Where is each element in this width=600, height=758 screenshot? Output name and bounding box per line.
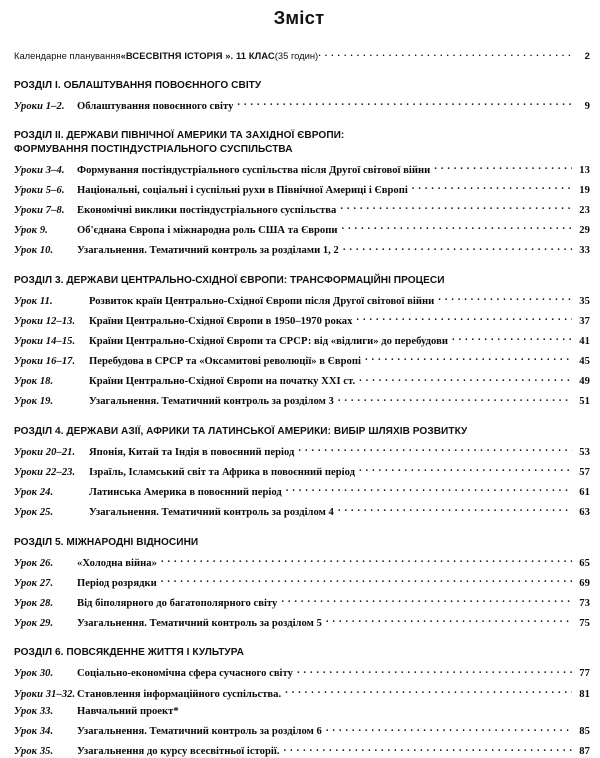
entry-title: Узагальнення. Тематичний контроль за розділами 1, 2 [77,245,339,257]
lesson-label: Урок 11. [14,295,53,307]
page-title: Зміст [273,7,325,28]
dot-leader [343,243,572,254]
section-heading-line: РОЗДІЛ І. ОБЛАШТУВАННЯ ПОВОЄННОГО СВІТУ [14,80,262,91]
toc-entry[interactable] [14,313,590,327]
entry-title: Навчальний проект* [77,706,179,718]
entry-title: Формування постіндустріального суспільства після Другої світової війни [77,164,431,176]
toc-entry[interactable] [14,555,590,569]
dot-leader [286,484,572,495]
lesson-label: Уроки 1–2. [14,101,65,112]
dot-leader [161,555,572,566]
lesson-label: Урок 29. [14,617,54,629]
calendar-planning-row [14,49,590,61]
dot-leader [161,575,572,586]
entry-title: Країни Центрально-Східної Європи та СРСР: від «відлиги» до перебудови [89,335,448,347]
calendar-planning-hours: (35 годин) [274,49,319,61]
dot-leader [297,666,572,677]
page-number: 75 [579,617,590,629]
page-number: 23 [579,205,590,216]
page-number: 49 [579,376,590,388]
section-block [14,274,590,408]
page-number: 57 [579,466,590,478]
lesson-label: Урок 35. [14,746,54,758]
page-number: 37 [579,315,590,327]
page-number: 53 [579,446,590,458]
page-number: 73 [579,597,590,609]
section-block [14,79,590,112]
entry-title: Країни Центрально-Східної Європи в 1950–1970 роках [89,315,353,327]
toc-entry[interactable] [14,98,590,112]
section-heading [14,425,590,438]
toc-entry[interactable] [14,484,590,498]
section-heading-line: РОЗДІЛ 4. ДЕРЖАВИ АЗІЇ, АФРИКИ ТА ЛАТИНСЬКОЇ АМЕРИКИ: ВИБІР ШЛЯХІВ РОЗВИТКУ [14,425,468,437]
toc-entry[interactable] [14,333,590,347]
section-heading [14,79,590,92]
page-number: 35 [579,295,590,307]
toc-entry[interactable] [14,595,590,609]
page-number: 81 [579,688,590,700]
dot-leader [318,49,572,58]
lesson-label: Урок 9. [14,225,48,237]
page-number: 41 [579,335,590,347]
toc-entry[interactable] [14,394,590,408]
lesson-label: Уроки 22–23. [14,466,76,478]
toc-entry[interactable] [14,223,590,237]
dot-leader [359,374,572,385]
entry-title: Узагальнення. Тематичний контроль за розділом 4 [89,507,334,519]
toc-entry[interactable] [14,444,590,458]
calendar-planning-lead: Календарне планування [14,49,121,61]
lesson-label: Уроки 16–17. [14,356,76,368]
entry-title: Національні, соціальні і суспільні рухи в Північної Америці і Європі [77,184,408,196]
toc-entry[interactable] [14,162,590,176]
section-heading [14,129,590,156]
entry-title: «Холодна війна» [77,557,157,569]
page-number: 13 [579,164,590,176]
toc-entry[interactable] [14,666,590,680]
toc-entry[interactable] [14,724,590,738]
page-number: 65 [579,557,590,569]
entry-title: Ізраїль, Ісламський світ та Африка в повоєнний період [89,466,356,478]
dot-leader [340,202,572,213]
dot-leader [356,313,572,324]
entry-title: Перебудова в СРСР та «Оксамитові революції» в Європі [89,356,361,368]
calendar-planning-subject: «ВСЕСВІТНЯ ІСТОРІЯ ». 11 КЛАС [120,49,275,61]
lesson-label: Урок 24. [14,487,54,498]
entry-title: Узагальнення. Тематичний контроль за розділом 3 [89,396,334,408]
entry-title: Країни Центрально-Східної Європи на початку ХХІ ст. [89,376,356,388]
section-heading-line: РОЗДІЛ ІІ. ДЕРЖАВИ ПІВНІЧНОЇ АМЕРИКИ ТА ЗАХІДНОЇ ЄВРОПИ: [14,130,345,142]
page-number: 63 [579,507,590,519]
page-number: 33 [579,245,590,257]
entry-title: Об'єднана Європа і міжнародна роль США та Європи [77,225,338,237]
entry-title: Японія, Китай та Індія в повоєнний період [89,446,295,458]
entry-title: Економічні виклики постіндустріального суспільства [77,205,337,216]
lesson-label: Урок 25. [14,507,54,519]
dot-leader [365,353,572,364]
page-number: 19 [579,184,590,196]
lesson-label: Урок 10. [14,245,54,257]
dot-leader [326,724,572,735]
contents-page [0,7,600,758]
page-number: 29 [579,225,590,237]
dot-leader [412,182,572,193]
page-number: 85 [579,726,590,738]
dot-leader [359,464,572,475]
toc-entry[interactable] [14,374,590,388]
section-heading [14,646,590,659]
section-heading-line: РОЗДІЛ 3. ДЕРЖАВИ ЦЕНТРАЛЬНО-СХІДНОЇ ЄВРОПИ: ТРАНСФОРМАЦІЙНІ ПРОЦЕСИ [14,274,445,286]
entry-title: Соціально-економічна сфера сучасного світу [77,668,293,680]
page-number: 45 [579,356,590,368]
page-number: 61 [579,487,590,498]
toc-entry[interactable] [14,202,590,216]
lesson-label: Уроки 12–13. [14,315,76,327]
section-heading [14,274,590,287]
dot-leader [281,595,572,606]
dot-leader [342,223,572,234]
toc-entry[interactable] [14,505,590,519]
dot-leader [326,615,572,626]
section-heading-line: ФОРМУВАННЯ ПОСТІНДУСТРІАЛЬНОГО СУСПІЛЬСТВА [14,143,293,155]
entry-title: Розвиток країн Центрально-Східної Європи після Другої світової війни [89,295,435,307]
page-number: 9 [584,101,590,112]
lesson-label: Уроки 3–4. [14,164,65,176]
toc-entry[interactable] [14,686,590,700]
toc-entry[interactable] [14,353,590,367]
section-block [14,425,590,519]
lesson-label: Урок 26. [14,557,54,569]
toc-entry[interactable] [14,706,590,717]
entry-title: Узагальнення до курсу всесвітньої історії. [77,746,280,758]
lesson-label: Урок 33. [14,706,54,718]
entry-title: Від біполярного до багатополярного світу [77,597,278,609]
lesson-label: Уроки 31–32. [14,688,76,700]
sections-container [14,79,590,758]
dot-leader [285,686,572,697]
lesson-label: Урок 28. [14,597,54,609]
page-number: 77 [579,668,590,680]
dot-leader [338,505,572,516]
section-block [14,646,590,757]
page-number: 87 [579,746,590,758]
dot-leader [338,394,572,405]
lesson-label: Уроки 7–8. [14,205,65,216]
entry-title: Облаштування повоєнного світу [77,101,234,112]
toc-entry[interactable] [14,243,590,257]
lesson-label: Уроки 5–6. [14,184,65,196]
toc-entry[interactable] [14,575,590,589]
toc-entry[interactable] [14,182,590,196]
lesson-label: Урок 19. [14,396,54,408]
dot-leader [298,444,572,455]
lesson-label: Уроки 20–21. [14,446,76,458]
page-number: 51 [579,396,590,408]
page-number: 69 [579,577,590,589]
dot-leader [237,98,572,109]
dot-leader [452,333,572,344]
toc-entry[interactable] [14,744,590,758]
page-number: 2 [584,49,590,61]
toc-entry[interactable] [14,293,590,307]
section-heading-line: РОЗДІЛ 6. ПОВСЯКДЕННЕ ЖИТТЯ І КУЛЬТУРА [14,647,244,659]
section-heading [14,536,590,549]
lesson-label: Урок 34. [14,726,54,738]
lesson-label: Урок 18. [14,376,54,388]
lesson-label: Уроки 14–15. [14,335,76,347]
toc-entry[interactable] [14,615,590,629]
dot-leader [438,293,572,304]
lesson-label: Урок 27. [14,577,54,589]
entry-title: Період розрядки [77,577,157,589]
toc-entry[interactable] [14,464,590,478]
section-block [14,129,590,256]
entry-title: Узагальнення. Тематичний контроль за розділом 6 [77,726,322,738]
entry-title: Узагальнення. Тематичний контроль за розділом 5 [77,617,322,629]
entry-title: Латинська Америка в повоєнний період [89,487,282,498]
section-heading-line: РОЗДІЛ 5. МІЖНАРОДНІ ВІДНОСИНИ [14,536,199,548]
lesson-label: Урок 30. [14,668,54,680]
dot-leader [434,162,572,173]
section-block [14,536,590,630]
entry-title: Становлення інформаційного суспільства. [77,688,282,700]
dot-leader [284,744,572,755]
